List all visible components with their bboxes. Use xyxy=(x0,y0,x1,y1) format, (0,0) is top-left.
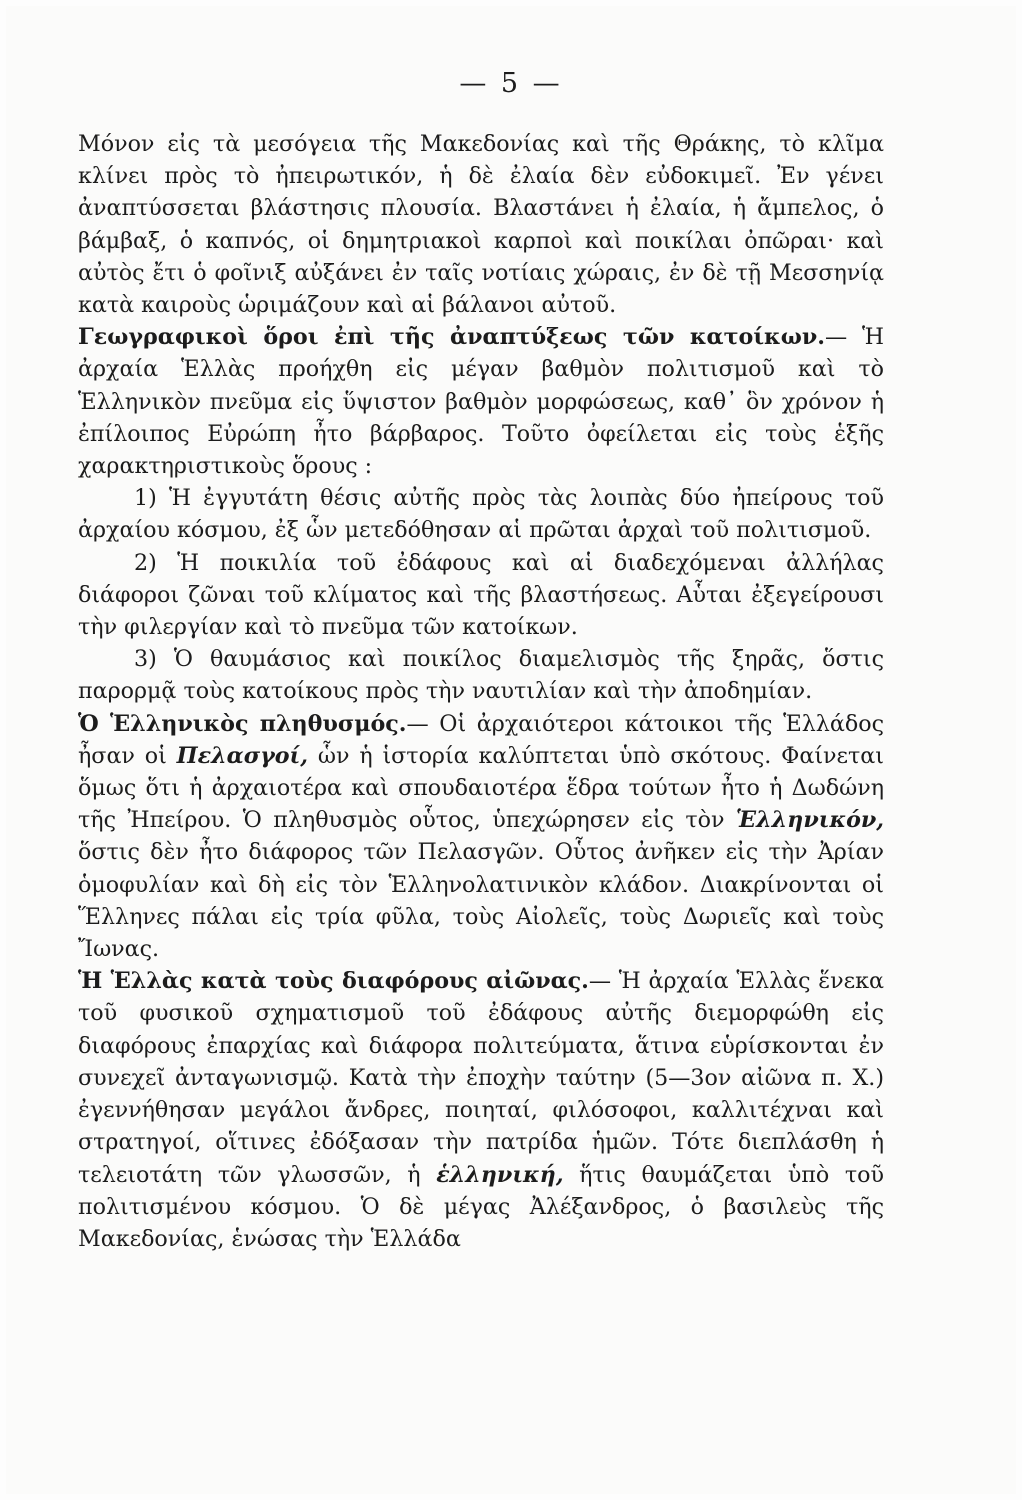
emphasized-term: ἑλληνική, xyxy=(436,1161,564,1188)
emphasized-term: Πελασγοί, xyxy=(176,742,309,769)
section-heading: Ἡ Ἑλλὰς κατὰ τοὺς διαφόρους αἰῶνας. xyxy=(78,968,589,995)
paragraph xyxy=(78,128,884,321)
emphasized-term: Ἑλληνικόν, xyxy=(735,807,884,834)
paragraph-text: 2) Ἡ ποικιλία τοῦ ἐδάφους καὶ αἱ διαδεχόμεναι ἀλλήλας διάφοροι ζῶναι τοῦ κλίματος καὶ τῆς βλαστήσεως. Αὗται ἐξεγείρουσι τὴν φιλεργίαν καὶ τὸ πνεῦμα τῶν κατοίκων. xyxy=(78,549,884,641)
paragraph xyxy=(78,708,884,966)
paragraph-text: 3) Ὁ θαυμάσιος καὶ ποικίλος διαμελισμὸς τῆς ξηρᾶς, ὅστις παρορμᾷ τοὺς κατοίκους πρὸς τὴν ναυτιλίαν καὶ τὴν ἀποδημίαν. xyxy=(78,646,884,705)
paragraph-text: — Οἱ ἀρχαιότεροι κάτοικοι τῆς Ἑλλάδος ἦσαν οἱ xyxy=(78,710,884,769)
paragraph-text: 1) Ἡ ἐγγυτάτη θέσις αὐτῆς πρὸς τὰς λοιπὰς δύο ἠπείρους τοῦ ἀρχαίου κόσμου, ἐξ ὧν μετεδόθησαν αἱ πρῶται ἀρχαὶ τοῦ πολιτισμοῦ. xyxy=(78,485,884,544)
paragraph xyxy=(78,482,884,546)
paragraph xyxy=(78,321,884,482)
paragraph-text: ἥτις θαυμάζεται ὑπὸ τοῦ πολιτισμένου κόσμου. Ὁ δὲ μέγας Ἀλέξανδρος, ὁ βασιλεὺς τῆς Μακεδονίας, ἑνώσας τὴν Ἑλλάδα xyxy=(78,1161,884,1252)
page-body-text xyxy=(78,128,884,1255)
paragraph xyxy=(78,965,884,1255)
section-heading: Γεωγραφικοὶ ὅροι ἐπὶ τῆς ἀναπτύξεως τῶν κατοίκων. xyxy=(78,324,825,351)
paragraph-text: Μόνον εἰς τὰ μεσόγεια τῆς Μακεδονίας καὶ τῆς Θράκης, τὸ κλῖμα κλίνει πρὸς τὸ ἠπειρωτικόν, ἡ δὲ ἐλαία δὲν εὐδοκιμεῖ. Ἐν γένει ἀναπτύσσεται βλάστησις πλουσία. Βλαστάνει ἡ ἐλαία, ἡ ἄμπελος, ὁ βάμβαξ, ὁ καπνός, οἱ δημητριακοὶ καρποὶ καὶ ποικίλαι ὀπῶραι· καὶ αὐτὸς ἔτι ὁ φοῖνιξ αὐξάνει ἐν ταῖς νοτίαις χώραις, ἐν δὲ τῇ Μεσσηνίᾳ κατὰ καιροὺς ὡριμάζουν καὶ αἱ βάλανοι αὐτοῦ. xyxy=(78,131,884,319)
paragraph-text: ὧν ἡ ἱστορία καλύπτεται ὑπὸ σκότους. Φαίνεται ὅμως ὅτι ἡ ἀρχαιοτέρα καὶ σπουδαιοτέρα ἕδρα τούτων ἦτο ἡ Δωδώνη τῆς Ἠπείρου. Ὁ πληθυσμὸς οὗτος, ὑπεχώρησεν εἰς τὸν xyxy=(78,742,884,834)
paragraph xyxy=(78,643,884,707)
paragraph-text: — Ἡ ἀρχαία Ἑλλὰς ἕνεκα τοῦ φυσικοῦ σχηματισμοῦ τοῦ ἐδάφους αὐτῆς διεμορφώθη εἰς διαφόρους ἐπαρχίας καὶ διάφορα πολιτεύματα, ἅτινα εὑρίσκονται ἐν συνεχεῖ ἀνταγωνισμῷ. Κατὰ τὴν ἐποχὴν ταύτην (5—3ον αἰῶνα π. Χ.) ἐγεννήθησαν μεγάλοι ἄνδρες, ποιηταί, φιλόσοφοι, καλλιτέχναι καὶ στρατηγοί, οἵτινες ἐδόξασαν τὴν πατρίδα ἡμῶν. Τότε διεπλάσθη ἡ τελειοτάτη τῶν γλωσσῶν, ἡ xyxy=(78,968,884,1188)
section-heading: Ὁ Ἑλληνικὸς πληθυσμός. xyxy=(78,710,407,737)
paragraph xyxy=(78,547,884,644)
paragraph-text: — Ἡ ἀρχαία Ἑλλὰς προήχθη εἰς μέγαν βαθμὸν πολιτισμοῦ καὶ τὸ Ἑλληνικὸν πνεῦμα εἰς ὕψιστον βαθμὸν μορφώσεως, καθ᾽ ὃν χρόνον ἡ ἐπίλοιπος Εὐρώπη ἦτο βάρβαρος. Τοῦτο ὀφείλεται εἰς τοὺς ἑξῆς χαρακτηριστικοὺς ὅρους : xyxy=(78,324,884,480)
page-number: — 5 — xyxy=(459,68,563,99)
paragraph-text: ὅστις δὲν ἦτο διάφορος τῶν Πελασγῶν. Οὗτος ἀνῆκεν εἰς τὴν Ἀρίαν ὁμοφυλίαν καὶ δὴ εἰς τὸν Ἑλληνολατινικὸν κλάδον. Διακρίνονται οἱ Ἕλληνες πάλαι εἰς τρία φῦλα, τοὺς Αἰολεῖς, τοὺς Δωριεῖς καὶ τοὺς Ἴωνας. xyxy=(78,839,884,963)
